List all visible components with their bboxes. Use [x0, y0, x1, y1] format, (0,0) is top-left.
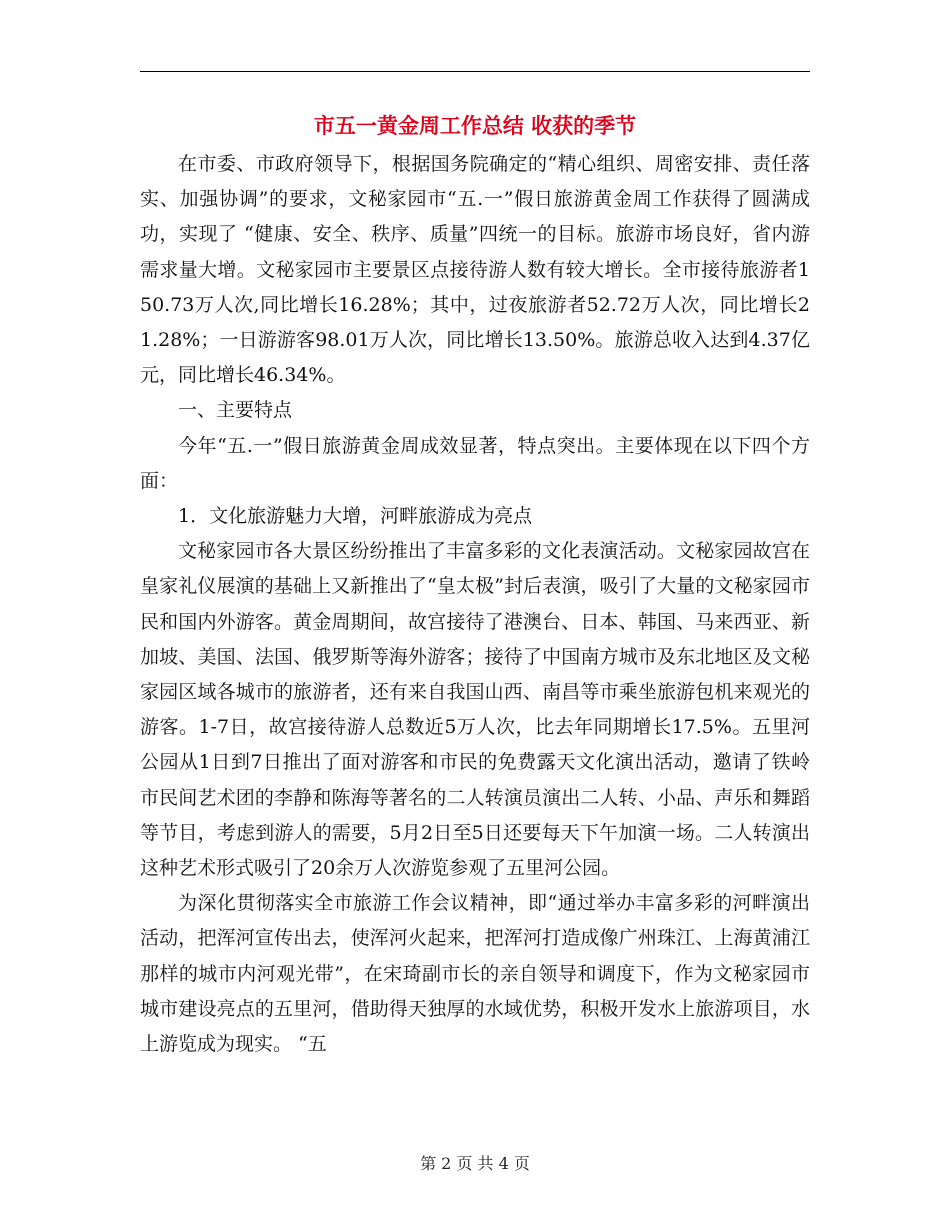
paragraph-river-tourism: 为深化贯彻落实全市旅游工作会议精神，即“通过举办丰富多彩的河畔演出活动，把浑河宣传出去，使浑河火起来，把浑河打造成像广州珠江、上海黄浦江那样的城市内河观光带”，在宋琦副市长的亲自领导和调度下，作为文秘家园市城市建设亮点的五里河，借助得天独厚的水域优势，积极开发水上旅游项目，水上游览成为现实。 “五 [140, 892, 810, 1056]
subheading-culture-tourism: 1．文化旅游魅力大增，河畔旅游成为亮点 [178, 505, 533, 528]
paragraph-features-intro: 今年“五.一”假日旅游黄金周成效显著，特点突出。主要体现在以下四个方面： [140, 434, 810, 492]
page-number-footer: 第 2 页 共 4 页 [420, 1154, 530, 1173]
paragraph-intro: 在市委、市政府领导下，根据国务院确定的“精心组织、周密安排、责任落实、加强协调”的要求，文秘家园市“五.一”假日旅游黄金周工作获得了圆满成功，实现了 “健康、安全、秩序、质量”四统一的目标。旅游市场良好，省内游需求量大增。文秘家园市主要景区点接待游人数有较大增长。全市接待旅游者150.73万人次,同比增长16.28%；其中，过夜旅游者52.72万人次，同比增长21.28%；一日游游客98.01万人次，同比增长13.50%。旅游总收入达到4.37亿元，同比增长46.34%。 [140, 153, 810, 387]
header-rule [140, 71, 810, 72]
section-heading-main-features: 一、主要特点 [178, 399, 293, 422]
document-title: 市五一黄金周工作总结 收获的季节 [313, 113, 637, 138]
document-body [140, 147, 810, 1062]
paragraph-culture-events: 文秘家园市各大景区纷纷推出了丰富多彩的文化表演活动。文秘家园故宫在皇家礼仪展演的基础上又新推出了“皇太极”封后表演，吸引了大量的文秘家园市民和国内外游客。黄金周期间，故宫接待了港澳台、日本、韩国、马来西亚、新加坡、美国、法国、俄罗斯等海外游客；接待了中国南方城市及东北地区及文秘家园区域各城市的旅游者，还有来自我国山西、南昌等市乘坐旅游包机来观光的游客。1-7日，故宫接待游人总数近5万人次，比去年同期增长17.5%。五里河公园从1日到7日推出了面对游客和市民的免费露天文化演出活动，邀请了铁岭市民间艺术团的李静和陈海等著名的二人转演员演出二人转、小品、声乐和舞蹈等节目，考虑到游人的需要，5月2日至5日还要每天下午加演一场。二人转演出这种艺术形式吸引了20余万人次游览参观了五里河公园。 [140, 540, 810, 880]
